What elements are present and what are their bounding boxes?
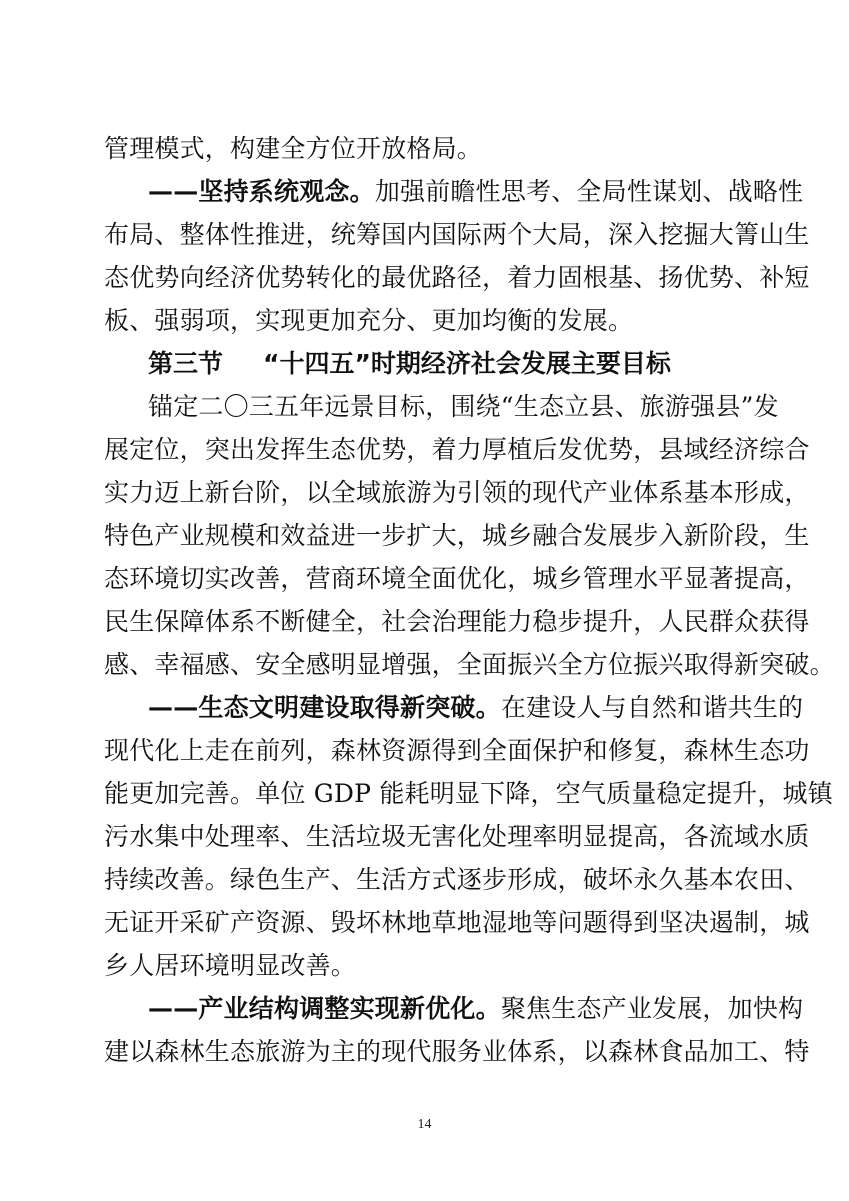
paragraph-line: 态优势向经济优势转化的最优路径，着力固根基、扬优势、补短 bbox=[104, 263, 810, 292]
paragraph-text: 聚焦生态产业发展，加快构 bbox=[500, 994, 804, 1023]
paragraph-line: 持续改善。绿色生产、生活方式逐步形成，破坏永久基本农田、 bbox=[104, 865, 810, 894]
paragraph-line: 实力迈上新台阶，以全域旅游为引领的现代产业体系基本形成， bbox=[104, 478, 810, 507]
paragraph-line: 展定位，突出发挥生态优势，着力厚植后发优势，县域经济综合 bbox=[104, 435, 810, 464]
paragraph-line: 管理模式，构建全方位开放格局。 bbox=[104, 134, 483, 163]
paragraph-lead: ——生态文明建设取得新突破。 bbox=[148, 693, 501, 722]
paragraph-text: 加强前瞻性思考、全局性谋划、战略性 bbox=[374, 177, 804, 206]
section-title: “十四五”时期经济社会发展主要目标 bbox=[263, 349, 671, 378]
section-heading bbox=[148, 341, 745, 387]
paragraph-line bbox=[148, 986, 804, 1032]
section-number: 第三节 bbox=[148, 349, 224, 378]
paragraph-line: 态环境切实改善，营商环境全面优化，城乡管理水平显著提高， bbox=[104, 564, 810, 593]
paragraph-line: 无证开采矿产资源、毁坏林地草地湿地等问题得到坚决遏制，城 bbox=[104, 908, 810, 937]
paragraph-line: 布局、整体性推进，统筹国内国际两个大局，深入挖掘大箐山生 bbox=[104, 220, 810, 249]
paragraph-line: 能更加完善。单位 GDP 能耗明显下降，空气质量稳定提升，城镇 bbox=[104, 779, 833, 808]
paragraph-line: 锚定二〇三五年远景目标，围绕“生态立县、旅游强县”发 bbox=[148, 392, 779, 421]
paragraph-line: 特色产业规模和效益进一步扩大，城乡融合发展步入新阶段，生 bbox=[104, 521, 810, 550]
paragraph-line: 乡人居环境明显改善。 bbox=[104, 951, 357, 980]
paragraph-lead: ——坚持系统观念。 bbox=[148, 177, 375, 206]
page-number: 14 bbox=[417, 1117, 432, 1132]
paragraph-line: 板、强弱项，实现更加充分、更加均衡的发展。 bbox=[104, 306, 634, 335]
paragraph-line bbox=[148, 169, 804, 215]
paragraph-line: 建以森林生态旅游为主的现代服务业体系，以森林食品加工、特 bbox=[104, 1037, 810, 1066]
paragraph-text: 在建设人与自然和谐共生的 bbox=[500, 693, 804, 722]
paragraph-line: 感、幸福感、安全感明显增强，全面振兴全方位振兴取得新突破。 bbox=[104, 650, 835, 679]
paragraph-lead: ——产业结构调整实现新优化。 bbox=[148, 994, 501, 1023]
paragraph-line: 现代化上走在前列，森林资源得到全面保护和修复，森林生态功 bbox=[104, 736, 810, 765]
paragraph-line bbox=[148, 685, 804, 731]
paragraph-line: 污水集中处理率、生活垃圾无害化处理率明显提高，各流域水质 bbox=[104, 822, 810, 851]
paragraph-line: 民生保障体系不断健全，社会治理能力稳步提升，人民群众获得 bbox=[104, 607, 810, 636]
